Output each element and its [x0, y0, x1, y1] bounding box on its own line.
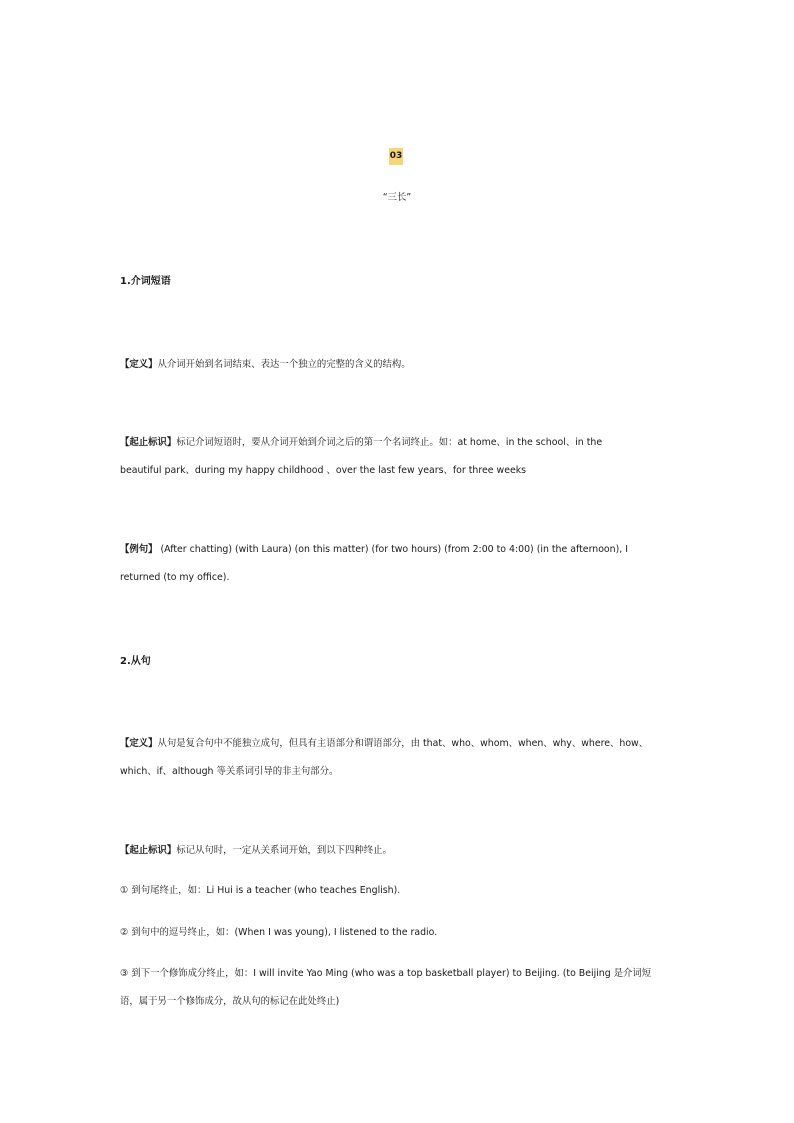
definition-label: 【定义】: [120, 359, 158, 370]
part1-example-line2: returned (to my office).: [120, 572, 230, 583]
boundary-label: 【起止标识】: [120, 437, 177, 448]
list-item-text: 到句尾终止，如：Li Hui is a teacher (who teaches English).: [128, 885, 401, 896]
list-item-text: 到下一个修饰成分终止，如：I will invite Yao Ming (who was a top basketball player) to Beijing. (to Beijing 是介词短: [128, 968, 652, 979]
boundary-label: 【起止标识】: [120, 845, 177, 856]
part1-definition: [120, 359, 411, 371]
definition-text: 从句是复合句中不能独立成句，但具有主语部分和谓语部分，由 that、who、whom、when、why、where、how、: [157, 738, 649, 749]
section-number-badge: 03: [389, 148, 403, 165]
part2-heading: 2.从句: [120, 656, 151, 667]
definition-text: 从介词开始到名词结束、表达一个独立的完整的含义的结构。: [157, 359, 411, 370]
list-item-continuation: 语，属于另一个修饰成分，故从句的标记在此处终止): [120, 996, 340, 1007]
circled-number-2: ②: [120, 927, 129, 938]
part2-definition-line1: [120, 738, 648, 750]
definition-label: 【定义】: [120, 738, 158, 749]
list-item: [120, 927, 437, 939]
part2-definition-line2: which、if、although 等关系词引导的非主句部分。: [120, 766, 339, 777]
list-item: [120, 885, 400, 897]
boundary-text: 标记从句时，一定从关系词开始，到以下四种终止。: [176, 845, 392, 856]
circled-number-1: ①: [120, 885, 129, 896]
part2-boundary: [120, 845, 392, 857]
part1-example-line1: [120, 544, 628, 556]
part1-heading: 1.介词短语: [120, 276, 171, 287]
list-item-text: 到句中的逗号终止，如：(When I was young), I listened to the radio.: [128, 927, 438, 938]
part1-boundary-line1: [120, 437, 602, 449]
section-title: “三长”: [382, 192, 412, 203]
example-label: 【例句】: [120, 544, 158, 555]
part1-boundary-line2: beautiful park、during my happy childhood 、over the last few years、for three weeks: [120, 465, 527, 476]
circled-number-3: ③: [120, 968, 129, 979]
boundary-text: 标记介词短语时，要从介词开始到介词之后的第一个名词终止。如：at home、in the school、in the: [176, 437, 603, 448]
example-text: (After chatting) (with Laura) (on this matter) (for two hours) (from 2:00 to 4:00) (in the afternoon), I: [157, 544, 628, 555]
list-item: [120, 968, 651, 980]
